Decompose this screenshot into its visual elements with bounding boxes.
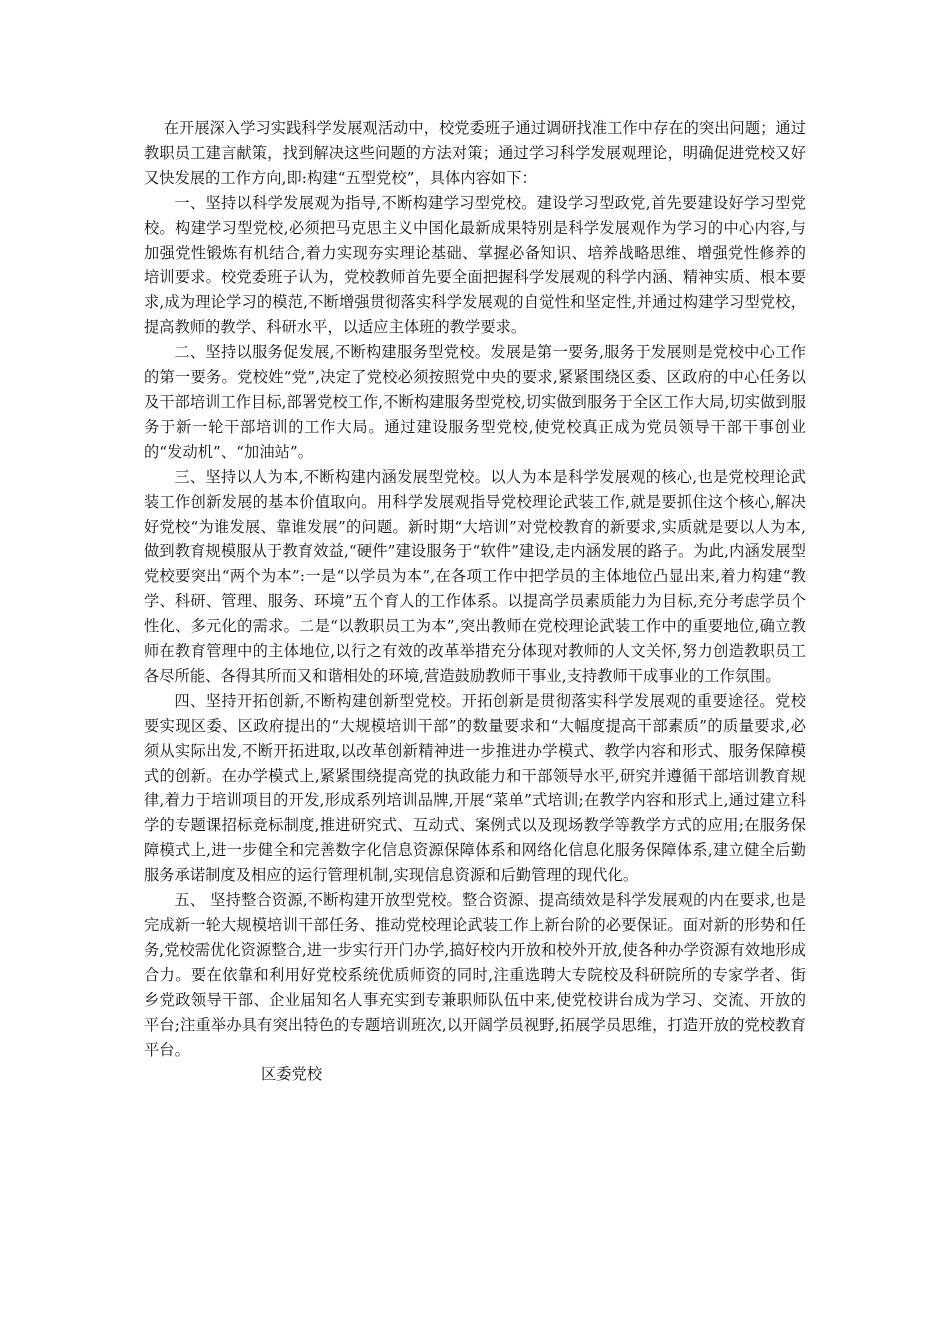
paragraph-section-2: 二、坚持以服务促发展,不断构建服务型党校。发展是第一要务,服务于发展则是党校中心工作的第一要务。党校姓“党”,决定了党校必须按照党中央的要求,紧紧围绕区委、区政府的中心任务以及干部培训工作目标,部署党校工作,不断构建服务型党校,切实做到服务于全区工作大局,切实做到服务于新一轮干部培训的工作大局。通过建设服务型党校,使党校真正成为党员领导干部干事创业的“发动机”、“加油站”。: [144, 343, 806, 461]
paragraph-intro: 在开展深入学习实践科学发展观活动中，校党委班子通过调研找准工作中存在的突出问题；通过教职员工建言献策，找到解决这些问题的方法对策；通过学习科学发展观理论，明确促进党校又好又快发展的工作方向,即:构建“五型党校”，具体内容如下：: [144, 119, 806, 187]
paragraph-section-4: 四、坚持开拓创新,不断构建创新型党校。开拓创新是贯彻落实科学发展观的重要途径。党校要实现区委、区政府提出的“大规模培训干部”的数量要求和“大幅度提高干部素质”的质量要求,必须从实际出发,不断开拓进取,以改革创新精神进一步推进办学模式、教学内容和形式、服务保障模式的创新。在办学模式上,紧紧围绕提高党的执政能力和干部领导水平,研究并遵循干部培训教育规律,着力于培训项目的开发,形成系列培训品牌,开展“菜单”式培训;在教学内容和形式上,通过建立科学的专题课招标竞标制度,推进研究式、互动式、案例式以及现场教学等教学方式的应用;在服务保障模式上,进一步健全和完善数字化信息资源保障体系和网络化信息化服务保障体系,建立健全后勤服务承诺制度及相应的运行管理机制,实现信息资源和后勤管理的现代化。: [144, 691, 806, 885]
paragraph-section-3: 三、坚持以人为本,不断构建内涵发展型党校。以人为本是科学发展观的核心,也是党校理论武装工作创新发展的基本价值取向。用科学发展观指导党校理论武装工作,就是要抓住这个核心,解决好党校“为谁发展、靠谁发展”的问题。新时期“大培训”对党校教育的新要求,实质就是要以人为本,做到教育规模服从于教育效益,“硬件”建设服务于“软件”建设,走内涵发展的路子。为此,内涵发展型党校要突出“两个为本”:一是“以学员为本”,在各项工作中把学员的主体地位凸显出来,着力构建“教学、科研、管理、服务、环境”五个育人的工作体系。以提高学员素质能力为目标,充分考虑学员个性化、多元化的需求。二是“以教职员工为本”,突出教师在党校理论武装工作中的重要地位,确立教师在教育管理中的主体地位,以行之有效的改革举措充分体现对教师的人文关怀,努力创造教职员工各尽所能、各得其所而又和谐相处的环境,营造鼓励教师干事业,支持教师干成事业的工作氛围。: [144, 467, 806, 685]
paragraph-section-1: 一、坚持以科学发展观为指导,不断构建学习型党校。建设学习型政党,首先要建设好学习型党校。构建学习型党校,必须把马克思主义中国化最新成果特别是科学发展观作为学习的中心内容,与加强党性锻炼有机结合,着力实现夯实理论基础、掌握必备知识、培养战略思维、增强党性修养的培训要求。校党委班子认为，党校教师首先要全面把握科学发展观的科学内涵、精神实质、根本要求,成为理论学习的模范,不断增强贯彻落实科学发展观的自觉性和坚定性,并通过构建学习型党校，提高教师的教学、科研水平，以适应主体班的教学要求。: [144, 193, 806, 337]
paragraph-section-5: 五、 坚持整合资源,不断构建开放型党校。整合资源、提高绩效是科学发展观的内在要求,也是完成新一轮大规模培训干部任务、推动党校理论武装工作上新台阶的必要保证。面对新的形势和任务,党校需优化资源整合,进一步实行开门办学,搞好校内开放和校外开放,使各种办学资源有效地形成合力。要在依靠和利用好党校系统优质师资的同时,注重选聘大专院校及科研院所的专家学者、街乡党政领导干部、企业届知名人事充实到专兼职师队伍中来,使党校讲台成为学习、交流、开放的平台;注重举办具有突出特色的专题培训班次,以开阔学员视野,拓展学员思维，打造开放的党校教育平台。: [144, 891, 806, 1059]
document-body: [144, 116, 806, 1087]
signature: 区委党校: [261, 1065, 323, 1084]
